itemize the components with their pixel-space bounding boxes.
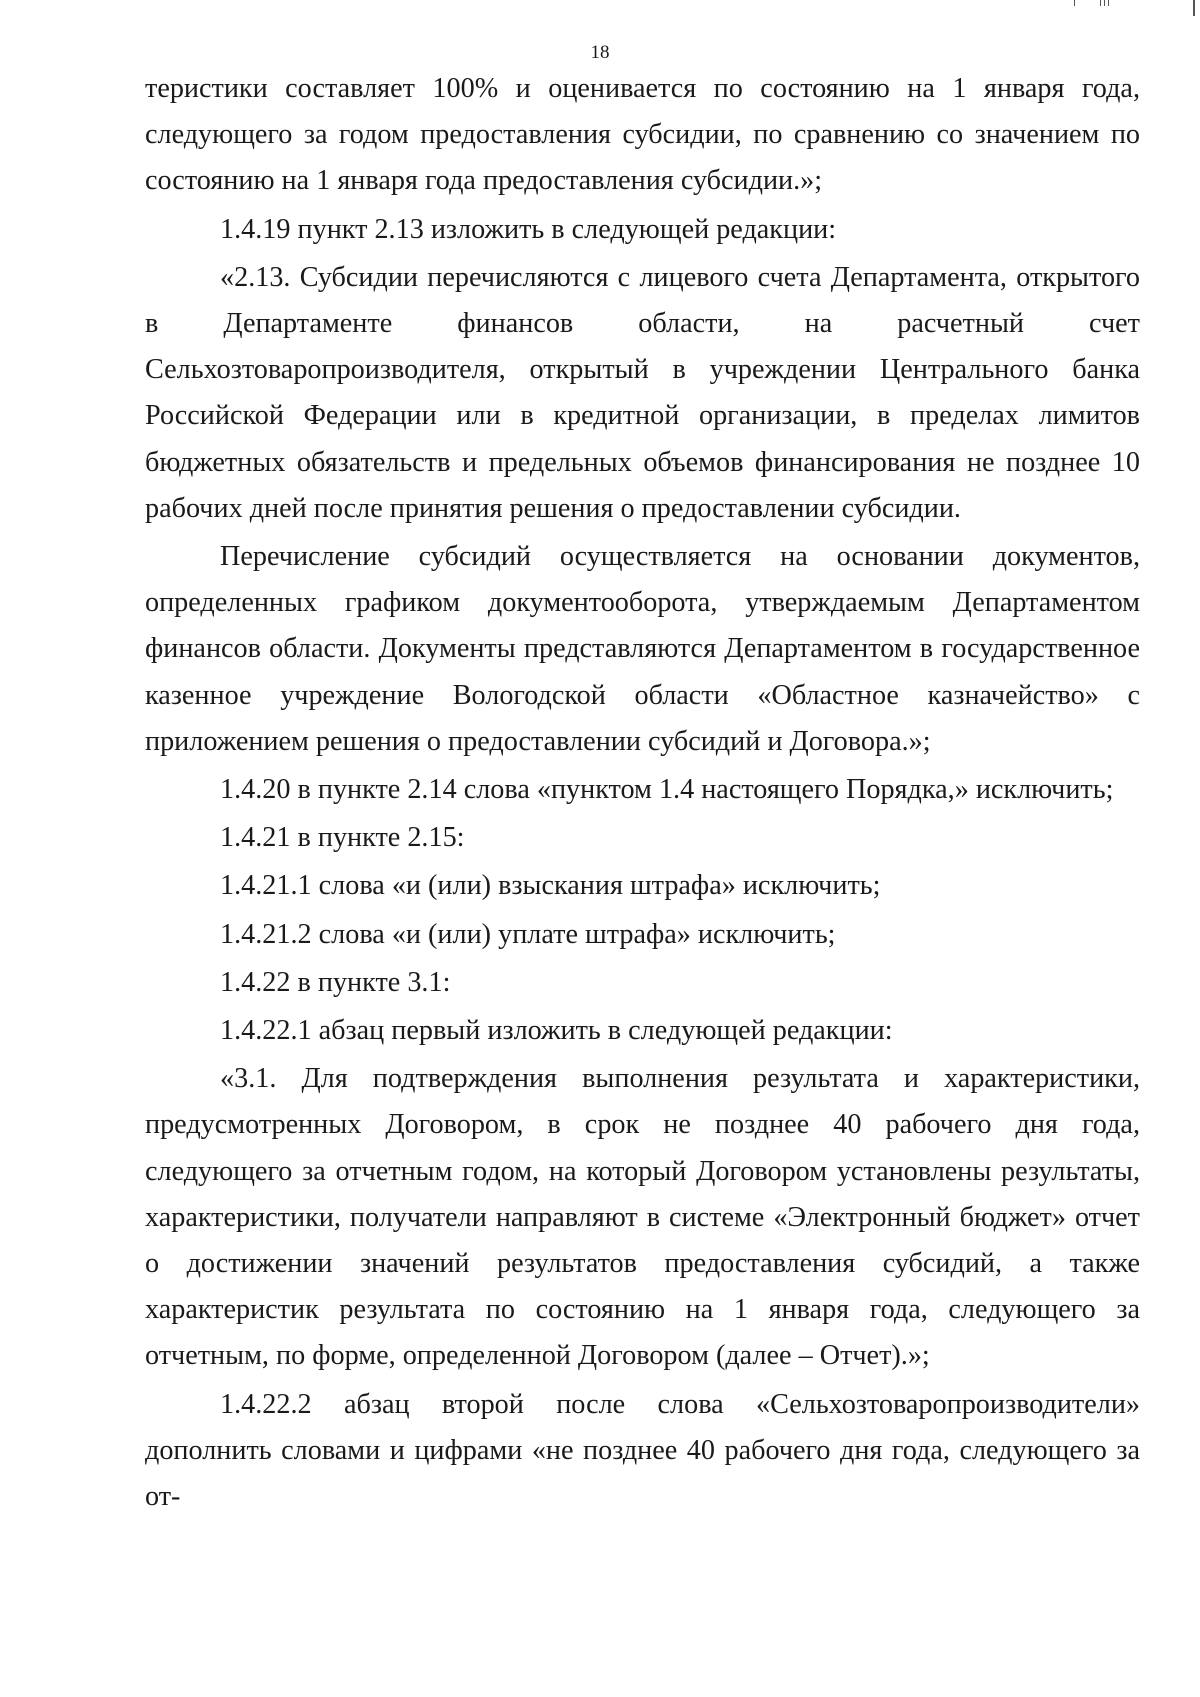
- page-number: 18: [590, 42, 610, 63]
- paragraph-continuation: теристики составляет 100% и оценивается по состоянию на 1 января года, следующего за годом предоставления субсидии, по сравнению со значением по состоянию на 1 января года предоставления субсидии.»;: [145, 73, 1140, 197]
- paragraph-3-1: «3.1. Для подтверждения выполнения результата и характеристики, предусмотренных Договором, в срок не позднее 40 рабочего дня года, следующего за отчетным годом, на который Договором установлены результаты, характеристики, получатели направляют в системе «Электронный бюджет» отчет о достижении значений результатов предоставления субсидий, а также характеристик результата по состоянию на 1 января года, следующего за отчетным, по форме, определенной Договором (далее – Отчет).»;: [145, 1063, 1140, 1372]
- paragraph-1-4-21: 1.4.21 в пункте 2.15:: [220, 822, 465, 854]
- paragraph-1-4-21-2: 1.4.21.2 слова «и (или) уплате штрафа» исключить;: [220, 918, 836, 950]
- paragraph-1-4-22-2: 1.4.22.2 абзац второй после слова «Сельхозтоваропроизводители» дополнить словами и цифрами «не позднее 40 рабочего дня года, следующего за от-: [145, 1388, 1140, 1513]
- paragraph-1-4-19: 1.4.19 пункт 2.13 изложить в следующей редакции:: [220, 213, 837, 245]
- paragraph-1-4-20: 1.4.20 в пункте 2.14 слова «пунктом 1.4 настоящего Порядка,» исключить;: [220, 774, 1114, 806]
- scan-edge-marks: [1060, 0, 1200, 16]
- paragraph-1-4-22-1: 1.4.22.1 абзац первый изложить в следующей редакции:: [220, 1015, 893, 1047]
- paragraph-2-13: «2.13. Субсидии перечисляются с лицевого счета Департамента, открытого в Департаменте финансов области, на расчетный счет Сельхозтоваропроизводителя, открытый в учреждении Центрального банка Российской Федерации или в кредитной организации, в пределах лимитов бюджетных обязательств и предельных объемов финансирования не позднее 10 рабочих дней после принятия решения о предоставлении субсидии.: [145, 261, 1140, 524]
- paragraph-transfer: Перечисление субсидий осуществляется на основании документов, определенных графиком документооборота, утверждаемым Департаментом финансов области. Документы представляются Департаментом в государственное казенное учреждение Вологодской области «Областное казначейство» с приложением решения о предоставлении субсидий и Договора.»;: [145, 541, 1140, 757]
- document-body: [145, 66, 1140, 1520]
- paragraph-1-4-21-1: 1.4.21.1 слова «и (или) взыскания штрафа» исключить;: [220, 870, 881, 902]
- paragraph-1-4-22: 1.4.22 в пункте 3.1:: [220, 966, 451, 998]
